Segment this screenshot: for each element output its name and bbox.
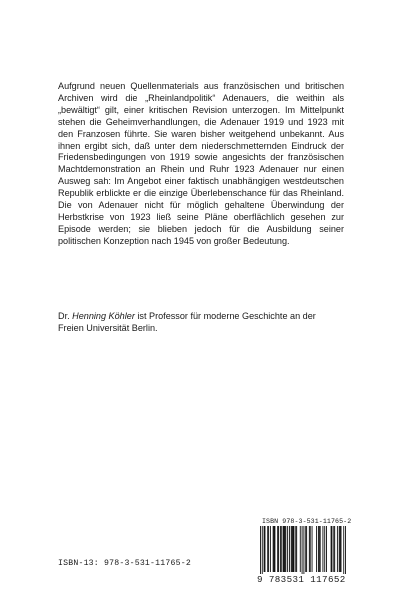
- barcode-bar: [340, 526, 341, 572]
- barcode-bar: [262, 526, 263, 576]
- barcode-bar: [320, 526, 321, 572]
- barcode-bar: [287, 526, 288, 572]
- barcode-bar: [305, 526, 306, 572]
- barcode-bar: [318, 526, 319, 572]
- barcode-bar: [316, 526, 317, 572]
- barcode-bar: [274, 526, 275, 572]
- barcode-bar: [284, 526, 285, 572]
- barcode-bar: [333, 526, 334, 572]
- barcode-bar: [296, 526, 297, 572]
- barcode-bar: [293, 526, 294, 572]
- back-cover-blurb: Aufgrund neuen Quellenmaterials aus französischen und britischen Archiven wird die „Rheinlandpolitik“ Adenauers, die weithin als „bewältigt“ gilt, einer kritischen Revision unterzogen. Im Mittelpunkt stehen die Geheimverhandlungen, die Adenauer 1919 und 1923 mit den Franzosen führte. Sie waren bisher weitgehend unbekannt. Aus ihnen ergibt sich, daß unter dem niederschmetternden Eindruck der Friedensbedingungen von 1919 sowie angesichts der französischen Machtdemonstration an Rhein und Ruhr 1923 Adenauer nur einen Ausweg sah: Im Angebot einer faktisch unabhängigen westdeutschen Republik erblickte er die einzige Überlebenschance für das Rheinland. Die von Adenauer nicht für möglich gehaltene Überwindung der Herbstkrise von 1923 ließ seine Pläne oberflächlich gesehen zur Episode werden; sie blieben jedoch für die Ausbildung seiner politischen Konzeption nach 1945 von großer Bedeutung.: [58, 81, 344, 246]
- barcode-bar: [289, 526, 290, 572]
- barcode-bar: [322, 526, 323, 572]
- author-description: ist Professor für moderne Geschichte an der Freien Universität Berlin.: [58, 311, 316, 333]
- barcode-bar: [277, 526, 278, 572]
- barcode-bar: [267, 526, 268, 572]
- barcode-bar: [281, 526, 282, 572]
- barcode-bar: [274, 526, 275, 572]
- barcode-bar: [341, 526, 342, 572]
- barcode-bar: [280, 526, 281, 572]
- barcode-bar: [265, 526, 266, 572]
- barcode-digits: 9 783531 117652: [257, 574, 351, 585]
- barcode-bar: [343, 526, 344, 576]
- isbn13-label: ISBN-13: 978-3-531-11765-2: [58, 559, 191, 568]
- barcode-bar: [295, 526, 296, 572]
- author-name: Henning Köhler: [72, 311, 135, 321]
- barcode-bar: [303, 526, 304, 576]
- barcode-bar: [291, 526, 292, 572]
- author-title: Dr.: [58, 311, 70, 321]
- barcode-bar: [260, 526, 261, 576]
- barcode-bar: [284, 526, 285, 572]
- barcode-bar: [270, 526, 271, 572]
- barcode-bar: [302, 526, 303, 576]
- barcode-bar: [331, 526, 332, 572]
- barcode-bar: [283, 526, 284, 572]
- barcode-bar: [293, 526, 294, 572]
- barcode-bar: [339, 526, 340, 572]
- author-bio: [58, 311, 344, 335]
- barcode-bar: [273, 526, 274, 572]
- barcode-bar: [285, 526, 286, 572]
- barcode-bar: [312, 526, 313, 572]
- barcode-bar: [300, 526, 301, 572]
- barcode-bar: [309, 526, 310, 572]
- barcode-bar: [264, 526, 265, 572]
- barcode-bar: [292, 526, 293, 572]
- barcode-bar: [306, 526, 307, 572]
- barcode-bar: [310, 526, 311, 572]
- barcode-bar: [332, 526, 333, 572]
- barcode-bar: [278, 526, 279, 572]
- barcode-bar: [326, 526, 327, 572]
- barcode-bar: [324, 526, 325, 572]
- barcode-bar: [334, 526, 335, 572]
- barcode-bar: [337, 526, 338, 572]
- isbn-label-top: ISBN 978-3-531-11765-2: [262, 518, 352, 525]
- barcode-bar: [319, 526, 320, 572]
- barcode-bar: [268, 526, 269, 572]
- barcode-bar: [345, 526, 346, 576]
- ean-barcode: [260, 526, 346, 576]
